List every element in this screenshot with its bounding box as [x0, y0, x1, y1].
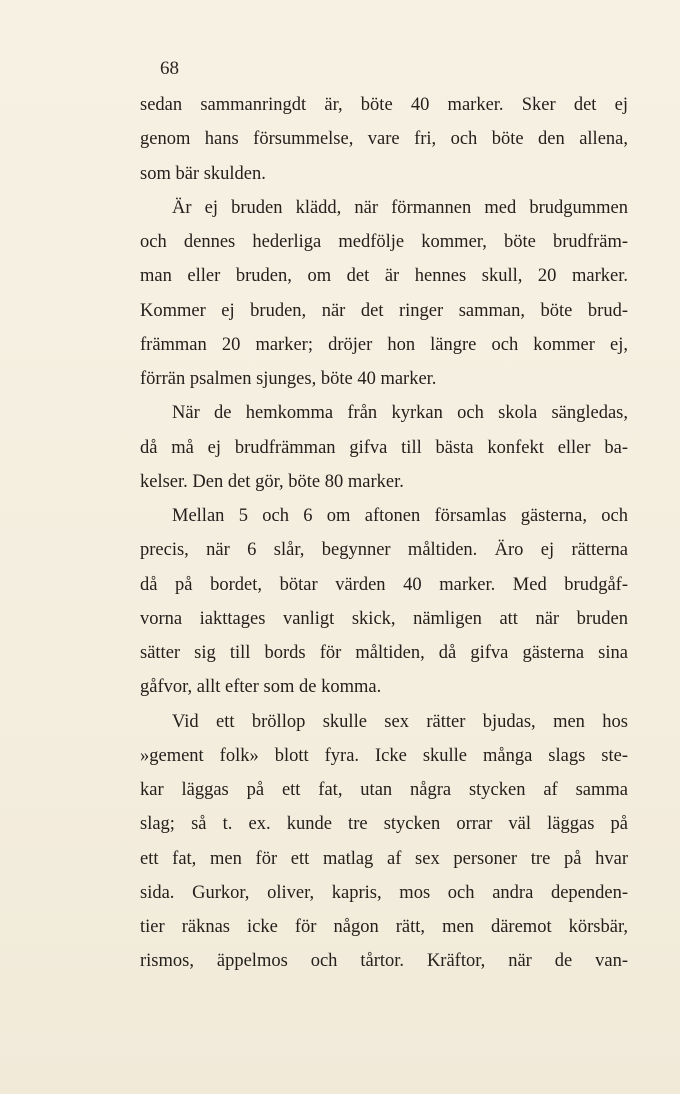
text-line: precis, när 6 slår, begynner måltiden. Äro ej rätterna	[140, 540, 628, 561]
text-line: Kommer ej bruden, när det ringer samman, böte brud-	[140, 300, 628, 321]
text-line: gåfvor, allt efter som de komma.	[140, 677, 382, 698]
text-line: då må ej brudfrämman gifva till bästa konfekt eller ba-	[140, 437, 628, 458]
text-line: och dennes hederliga medfölje kommer, böte brudfräm-	[140, 232, 628, 252]
text-line: genom hans försummelse, vare fri, och böte den allena,	[140, 129, 628, 150]
text-line: ett fat, men för ett matlag af sex personer tre på hvar	[140, 848, 628, 869]
text-line: vorna iakttages vanligt skick, nämligen att när bruden	[140, 608, 628, 629]
text-line: sedan sammanringdt är, böte 40 marker. Sker det ej	[140, 95, 628, 115]
text-line: som bär skulden.	[140, 163, 266, 184]
text-line: rismos, äppelmos och tårtor. Kräftor, när de van-	[140, 951, 628, 972]
text-line: man eller bruden, om det är hennes skull, 20 marker.	[140, 266, 628, 287]
text-line: kelser. Den det gör, böte 80 marker.	[140, 471, 404, 492]
page-number: 68	[160, 58, 179, 79]
text-line: sätter sig till bords för måltiden, då gifva gästerna sina	[140, 643, 628, 663]
body-text	[140, 88, 628, 979]
text-line: »gement folk» blott fyra. Icke skulle många slags ste-	[140, 745, 628, 766]
text-line: kar läggas på ett fat, utan några stycken af samma	[140, 780, 628, 800]
text-line: sida. Gurkor, oliver, kapris, mos och andra dependen-	[140, 882, 628, 903]
text-line: främman 20 marker; dröjer hon längre och kommer ej,	[140, 334, 628, 355]
text-line: Vid ett bröllop skulle sex rätter bjudas, men hos	[172, 711, 628, 732]
text-line: förrän psalmen sjunges, böte 40 marker.	[140, 369, 437, 389]
text-line: tier räknas icke för någon rätt, men däremot körsbär,	[140, 917, 628, 937]
text-line: Är ej bruden klädd, när förmannen med brudgummen	[172, 197, 628, 218]
text-line: Mellan 5 och 6 om aftonen församlas gästerna, och	[172, 506, 628, 526]
text-line: När de hemkomma från kyrkan och skola sängledas,	[172, 403, 628, 424]
text-line: slag; så t. ex. kunde tre stycken orrar väl läggas på	[140, 814, 628, 835]
text-line: då på bordet, bötar värden 40 marker. Med brudgåf-	[140, 574, 628, 595]
